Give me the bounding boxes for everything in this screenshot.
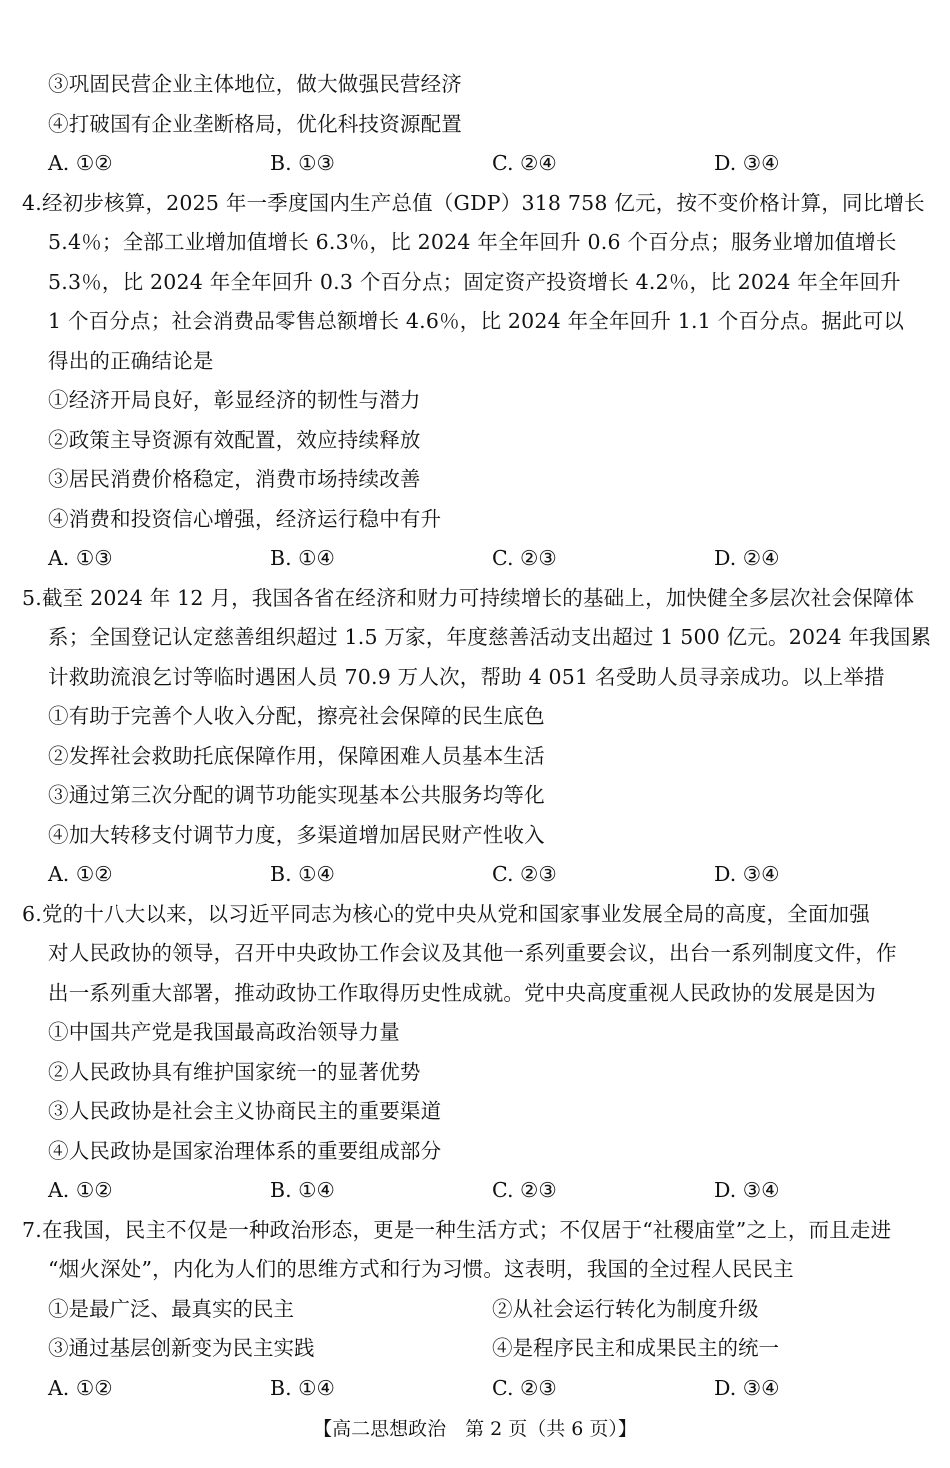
- q3-choice-d[interactable]: D. ③④: [714, 151, 780, 175]
- q6-stem-line: 出一系列重大部署，推动政协工作取得历史性成就。党中央高度重视人民政协的发展是因为: [48, 981, 876, 1005]
- q7-choice-d[interactable]: D. ③④: [714, 1376, 780, 1400]
- q7-choice-c[interactable]: C. ②③: [492, 1376, 557, 1400]
- q4-stem-line: 5.4％；全部工业增加值增长 6.3％，比 2024 年全年回升 0.6 个百分点；服务业增加值增长: [48, 230, 897, 254]
- q5-option-4: ④加大转移支付调节力度，多渠道增加居民财产性收入: [48, 823, 545, 847]
- q5-option-1: ①有助于完善个人收入分配，擦亮社会保障的民生底色: [48, 704, 545, 728]
- q5-choice-c[interactable]: C. ②③: [492, 862, 557, 886]
- q6-choice-b[interactable]: B. ①④: [270, 1178, 335, 1202]
- q4-option-1: ①经济开局良好，彰显经济的韧性与潜力: [48, 388, 421, 412]
- q4-stem-line: 得出的正确结论是: [48, 349, 214, 373]
- q6-choices: [48, 1170, 928, 1210]
- q7-options-row: [48, 1328, 928, 1368]
- q5-choice-a[interactable]: A. ①②: [48, 862, 113, 886]
- q5-option-2: ②发挥社会救助托底保障作用，保障困难人员基本生活: [48, 744, 545, 768]
- q6-choice-d[interactable]: D. ③④: [714, 1178, 780, 1202]
- q3-choice-b[interactable]: B. ①③: [270, 151, 335, 175]
- q5-choices: [48, 854, 928, 894]
- q7-option-1: ①是最广泛、最真实的民主: [48, 1297, 294, 1321]
- q7-option-3: ③通过基层创新变为民主实践: [48, 1336, 315, 1360]
- q3-option-3: ③巩固民营企业主体地位，做大做强民营经济: [48, 72, 462, 96]
- q7-choice-a[interactable]: A. ①②: [48, 1376, 113, 1400]
- q5-option-3: ③通过第三次分配的调节功能实现基本公共服务均等化: [48, 783, 545, 807]
- q4-option-2: ②政策主导资源有效配置，效应持续释放: [48, 428, 421, 452]
- q5-stem-line: 计救助流浪乞讨等临时遇困人员 70.9 万人次，帮助 4 051 名受助人员寻亲成功。以上举措: [48, 665, 885, 689]
- q6-option-2: ②人民政协具有维护国家统一的显著优势: [48, 1060, 421, 1084]
- q6-choice-c[interactable]: C. ②③: [492, 1178, 557, 1202]
- q6-option-4: ④人民政协是国家治理体系的重要组成部分: [48, 1139, 442, 1163]
- q7-stem-line: 7.在我国，民主不仅是一种政治形态，更是一种生活方式；不仅居于“社稷庙堂”之上，而且走进: [22, 1218, 892, 1242]
- q3-option-4: ④打破国有企业垄断格局，优化科技资源配置: [48, 112, 462, 136]
- q7-choice-b[interactable]: B. ①④: [270, 1376, 335, 1400]
- q4-stem-line: 5.3％，比 2024 年全年回升 0.3 个百分点；固定资产投资增长 4.2％，比 2024 年全年回升: [48, 270, 901, 294]
- q4-stem-line: 4.经初步核算，2025 年一季度国内生产总值（GDP）318 758 亿元，按不变价格计算，同比增长: [22, 191, 925, 215]
- q7-option-4: ④是程序民主和成果民主的统一: [492, 1336, 779, 1360]
- q7-option-2: ②从社会运行转化为制度升级: [492, 1297, 759, 1321]
- q6-option-3: ③人民政协是社会主义协商民主的重要渠道: [48, 1099, 442, 1123]
- q7-stem-line: “烟火深处”，内化为人们的思维方式和行为习惯。这表明，我国的全过程人民民主: [48, 1257, 794, 1281]
- q4-choice-d[interactable]: D. ②④: [714, 546, 780, 570]
- q4-option-3: ③居民消费价格稳定，消费市场持续改善: [48, 467, 421, 491]
- q4-option-4: ④消费和投资信心增强，经济运行稳中有升: [48, 507, 442, 531]
- q5-stem-line: 5.截至 2024 年 12 月，我国各省在经济和财力可持续增长的基础上，加快健全多层次社会保障体: [22, 586, 915, 610]
- q3-choice-a[interactable]: A. ①②: [48, 151, 113, 175]
- q3-choice-c[interactable]: C. ②④: [492, 151, 557, 175]
- q7-choices: [48, 1368, 928, 1408]
- q4-choice-a[interactable]: A. ①③: [48, 546, 113, 570]
- q4-choice-b[interactable]: B. ①④: [270, 546, 335, 570]
- q5-choice-d[interactable]: D. ③④: [714, 862, 780, 886]
- page-footer: 【高二思想政治 第 2 页（共 6 页）】: [313, 1418, 637, 1440]
- q6-choice-a[interactable]: A. ①②: [48, 1178, 113, 1202]
- q6-stem-line: 对人民政协的领导，召开中央政协工作会议及其他一系列重要会议，出台一系列制度文件，作: [48, 941, 897, 965]
- q5-stem-line: 系；全国登记认定慈善组织超过 1.5 万家，年度慈善活动支出超过 1 500 亿元。2024 年我国累: [48, 625, 932, 649]
- q3-choices: [48, 143, 928, 183]
- q4-choices: [48, 538, 928, 578]
- q6-stem-line: 6.党的十八大以来，以习近平同志为核心的党中央从党和国家事业发展全局的高度，全面加强: [22, 902, 870, 926]
- q4-stem-line: 1 个百分点；社会消费品零售总额增长 4.6％，比 2024 年全年回升 1.1 个百分点。据此可以: [48, 309, 905, 333]
- q5-choice-b[interactable]: B. ①④: [270, 862, 335, 886]
- q6-option-1: ①中国共产党是我国最高政治领导力量: [48, 1020, 400, 1044]
- q4-choice-c[interactable]: C. ②③: [492, 546, 557, 570]
- q7-options-row: [48, 1289, 928, 1329]
